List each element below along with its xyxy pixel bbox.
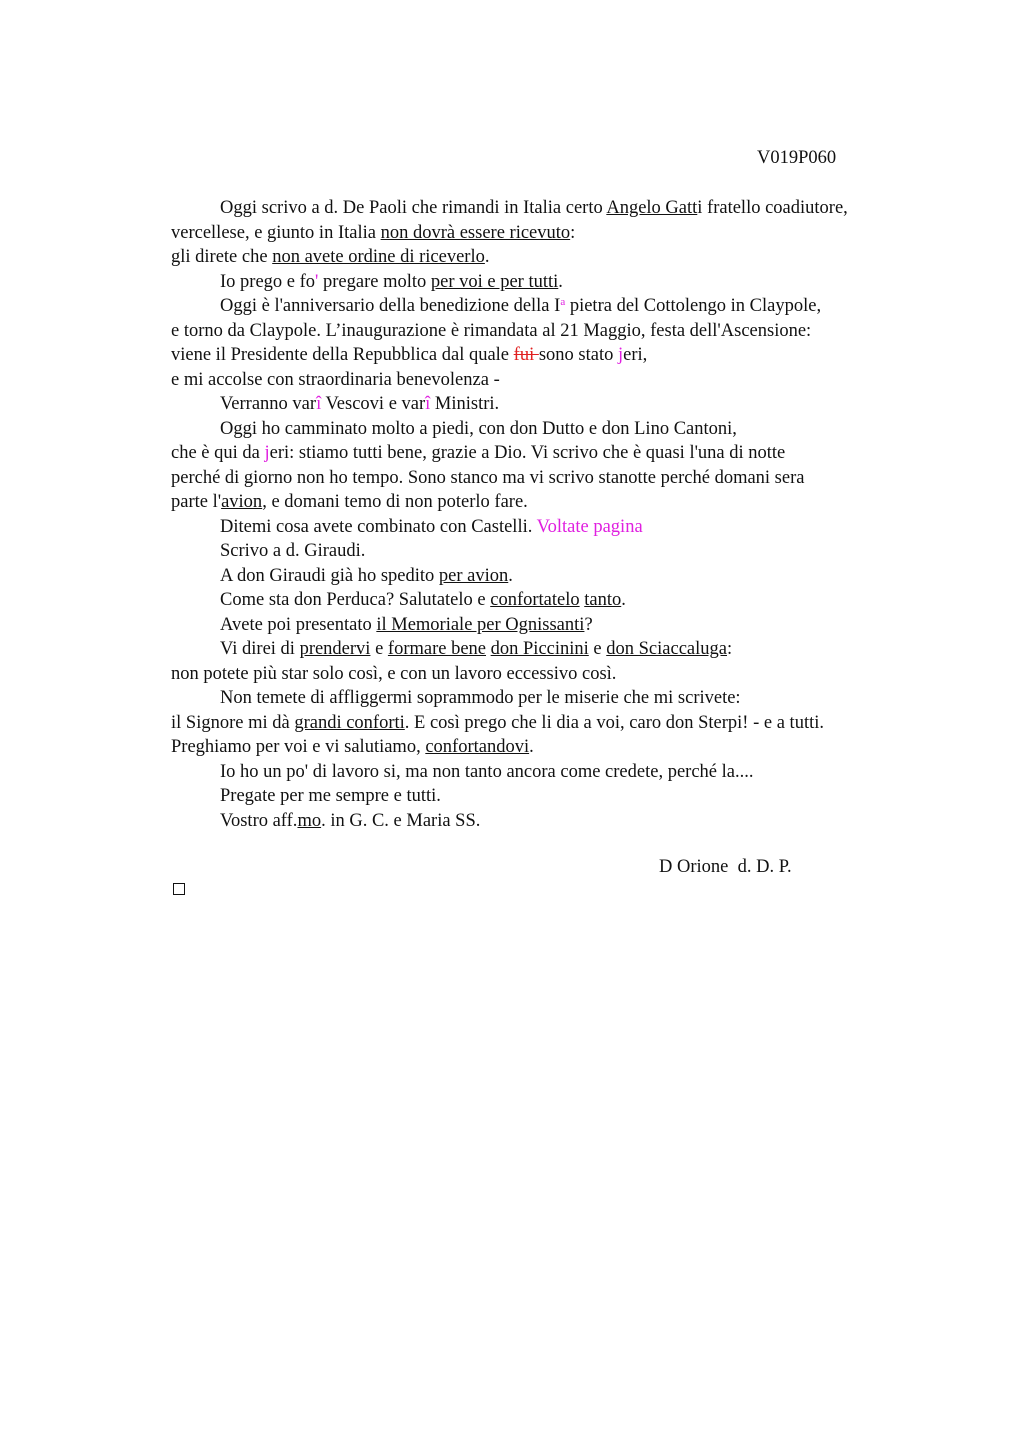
underlined-text: non dovrà essere ricevuto bbox=[380, 222, 571, 243]
text-segment: Oggi scrivo a d. De Paoli che rimandi in Italia certo bbox=[220, 198, 607, 218]
letter-line bbox=[171, 515, 971, 540]
text-segment: Vi direi di bbox=[220, 639, 300, 659]
text-segment: Preghiamo per voi e vi salutiamo, bbox=[171, 737, 426, 757]
editor-annotation: ' bbox=[315, 271, 319, 292]
text-segment: A don Giraudi già ho spedito bbox=[220, 565, 439, 586]
text-segment: parte l' bbox=[171, 492, 222, 512]
underlined-text: avion bbox=[221, 492, 263, 512]
text-segment: Avete poi presentato bbox=[220, 614, 377, 635]
text-segment: Vescovi e var bbox=[321, 394, 426, 414]
editor-annotation: a bbox=[560, 296, 566, 308]
letter-body bbox=[171, 196, 971, 833]
text-segment: perché di giorno non ho tempo. Sono stanco ma vi scrivo stanotte perché domani sera bbox=[171, 467, 805, 488]
deleted-text: fui bbox=[513, 345, 539, 365]
letter-line bbox=[171, 735, 971, 760]
letter-line bbox=[171, 441, 971, 466]
text-segment: sono stato bbox=[538, 345, 618, 365]
text-segment: che è qui da bbox=[171, 443, 265, 463]
underlined-text: confortandovi bbox=[425, 737, 530, 757]
underlined-text: prendervi bbox=[299, 639, 371, 659]
letter-line bbox=[171, 490, 971, 515]
text-segment: eri: stiamo tutti bene, grazie a Dio. Vi scrivo che è quasi l'una di notte bbox=[269, 443, 786, 463]
underlined-text: Angelo Gatt bbox=[606, 198, 698, 218]
text-segment: vercellese, e giunto in Italia bbox=[171, 222, 381, 243]
editor-annotation: Voltate pagina bbox=[536, 516, 643, 537]
letter-line bbox=[171, 711, 971, 736]
underlined-text: per voi e per tutti bbox=[430, 271, 559, 292]
text-segment: Ministri. bbox=[430, 394, 500, 414]
letter-line bbox=[171, 760, 971, 785]
underlined-text: per avion bbox=[438, 565, 509, 586]
signature: D Orione d. D. P. bbox=[659, 857, 792, 877]
text-segment: Vostro aff. bbox=[220, 810, 298, 831]
underlined-text: confortatelo bbox=[490, 590, 580, 610]
letter-line bbox=[171, 245, 971, 270]
letter-line bbox=[171, 392, 971, 417]
end-marker-box bbox=[173, 883, 185, 895]
letter-line bbox=[171, 319, 971, 344]
underlined-text: don Sciaccaluga bbox=[606, 639, 727, 659]
text-segment: . E così prego che li dia a voi, caro don Sterpi! - e a tutti. bbox=[404, 712, 824, 733]
letter-line bbox=[171, 613, 971, 638]
letter-line bbox=[171, 637, 971, 662]
text-segment: . bbox=[508, 565, 513, 586]
text-segment: Scrivo a d. Giraudi. bbox=[220, 541, 366, 561]
text-segment: e bbox=[370, 639, 388, 659]
underlined-text: tanto bbox=[584, 590, 622, 610]
underlined-text: non avete ordine di riceverlo bbox=[272, 247, 485, 267]
text-segment: : bbox=[570, 222, 576, 243]
text-segment: . bbox=[529, 737, 534, 757]
editor-annotation: î bbox=[316, 394, 322, 414]
text-segment: , e domani temo di non poterlo fare. bbox=[262, 492, 528, 512]
editor-annotation: j bbox=[264, 443, 270, 463]
underlined-text: don Piccinini bbox=[490, 639, 589, 659]
letter-line bbox=[171, 294, 971, 319]
text-segment: . bbox=[621, 590, 626, 610]
editor-annotation: j bbox=[617, 345, 624, 365]
letter-line bbox=[171, 662, 971, 687]
letter-line bbox=[171, 417, 971, 442]
text-segment: e torno da Claypole. L’inaugurazione è rimandata al 21 Maggio, festa dell'Ascensione: bbox=[171, 320, 812, 341]
text-segment: Pregate per me sempre e tutti. bbox=[220, 786, 441, 806]
text-segment: Oggi ho camminato molto a piedi, con don Dutto e don Lino Cantoni, bbox=[220, 418, 737, 439]
text-segment: . in G. C. e Maria SS. bbox=[321, 810, 481, 831]
text-segment: ? bbox=[584, 614, 593, 635]
editor-annotation: î bbox=[425, 394, 431, 414]
text-segment: Oggi è l'anniversario della benedizione della I bbox=[220, 296, 561, 316]
text-segment: viene il Presidente della Repubblica dal quale bbox=[171, 345, 514, 365]
page-id: V019P060 bbox=[757, 148, 837, 168]
text-segment: Io prego e fo bbox=[220, 271, 316, 292]
letter-line bbox=[171, 539, 971, 564]
text-segment: Ditemi cosa avete combinato con Castelli. bbox=[220, 516, 537, 537]
text-segment: eri, bbox=[623, 345, 648, 365]
letter-line bbox=[171, 343, 971, 368]
text-segment: e mi accolse con straordinaria benevolenza - bbox=[171, 369, 500, 390]
text-segment: : bbox=[726, 639, 733, 659]
letter-line bbox=[171, 588, 971, 613]
letter-line bbox=[171, 466, 971, 491]
underlined-text: mo bbox=[297, 810, 322, 831]
letter-line bbox=[171, 564, 971, 589]
underlined-text: grandi conforti bbox=[294, 712, 405, 733]
text-segment: pietra del Cottolengo in Claypole, bbox=[565, 296, 822, 316]
text-segment: gli direte che bbox=[171, 247, 273, 267]
text-segment: il Signore mi dà bbox=[171, 712, 295, 733]
underlined-text: formare bene bbox=[387, 639, 487, 659]
text-segment: non potete più star solo così, e con un lavoro eccessivo così. bbox=[171, 663, 617, 684]
letter-line bbox=[171, 196, 971, 221]
letter-line bbox=[171, 368, 971, 393]
text-segment: Io ho un po' di lavoro si, ma non tanto ancora come credete, perché la.... bbox=[220, 761, 754, 782]
text-segment: Non temete di affliggermi soprammodo per le miserie che mi scrivete: bbox=[220, 688, 741, 708]
text-segment: i fratello coadiutore, bbox=[697, 198, 848, 218]
letter-line bbox=[171, 270, 971, 295]
text-segment: pregare molto bbox=[318, 271, 431, 292]
text-segment: . bbox=[558, 271, 563, 292]
text-segment: e bbox=[588, 639, 607, 659]
text-segment: Verranno var bbox=[220, 394, 317, 414]
text-segment: . bbox=[484, 247, 490, 267]
text-segment: Come sta don Perduca? Salutatelo e bbox=[220, 590, 491, 610]
letter-line bbox=[171, 686, 971, 711]
letter-line bbox=[171, 784, 971, 809]
letter-line bbox=[171, 809, 971, 834]
underlined-text: il Memoriale per Ognissanti bbox=[376, 614, 585, 635]
letter-line bbox=[171, 221, 971, 246]
